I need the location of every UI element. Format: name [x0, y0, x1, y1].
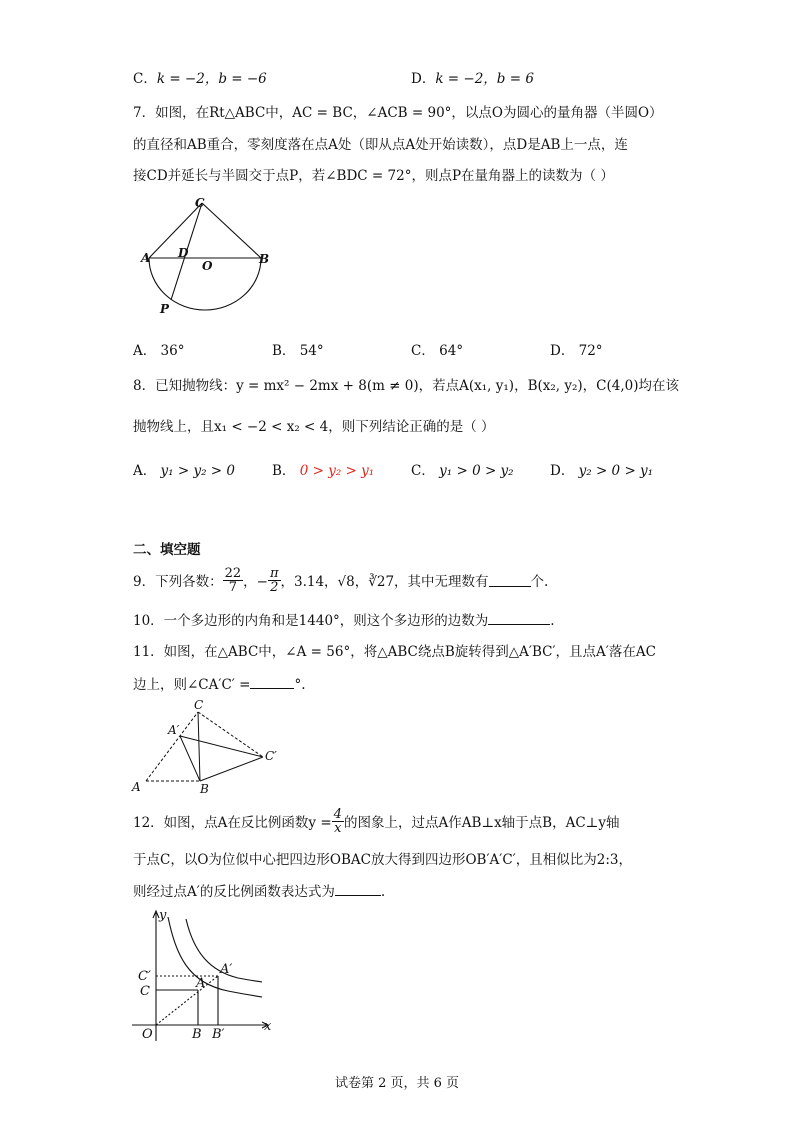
q12-line-1: 12．如图，点A在反比例函数y = $\frac{4}{x}$ 的图象上，过点A作AB⊥x轴于点B，AC⊥y轴 [133, 806, 620, 836]
label-a: A [132, 780, 141, 794]
q11-line-2: 边上，则∠CA′C′ = °. [133, 677, 306, 693]
label-x: x [264, 1019, 272, 1034]
label-p: P [160, 302, 170, 316]
q7-line-3: 接CD并延长与半圆交于点P，若∠BDC = 72°，则点P在量角器上的读数为（ ） [133, 168, 614, 184]
q7-option-d: D． 72° [550, 343, 603, 359]
q12-fraction-4-x: $\frac{4}{x}$ [333, 806, 342, 836]
label-a-prime: A′ [168, 723, 180, 737]
q12-line-3: 则经过点A′的反比例函数表达式为 . [133, 884, 386, 900]
q8-line-1: 8．已知抛物线：y = mx² − 2mx + 8(m ≠ 0)，若点A(x₁, y₁)，B(x₂, y₂)，C(4,0)均在该 [133, 378, 679, 394]
label-a: A [141, 251, 151, 265]
q7-option-b: B． 54° [272, 343, 324, 359]
q9-fraction-pi-2: $\frac{\pi}{2}$ [269, 565, 279, 595]
section-title: 二、填空题 [133, 542, 201, 558]
label-y: y [159, 908, 167, 923]
label-o: O [142, 1027, 153, 1042]
segment-bc [202, 203, 261, 258]
segment-a1c1 [180, 736, 263, 757]
label-c: C [195, 196, 205, 210]
curve-y-4-over-x [168, 917, 262, 997]
segment-cb [198, 712, 200, 781]
q8-option-c: C． y₁ > 0 > y₂ [411, 463, 514, 479]
segment-bc1 [200, 757, 263, 781]
page-footer: 试卷第 2 页，共 6 页 [334, 1076, 460, 1091]
segment-a1b [180, 736, 200, 781]
segment-ac [149, 203, 202, 258]
q12-figure [128, 905, 278, 1045]
label-b: B [192, 1027, 202, 1042]
label-c: C [140, 984, 150, 999]
q9-line: 9．下列各数： $\frac{22}{7}$ ，− $\frac{\pi}{2}$ ，3.14，√8，∛27，其中无理数有 个. [133, 565, 549, 595]
segment-cc1 [198, 712, 263, 757]
label-o: O [202, 259, 213, 273]
q10-answer-blank [488, 612, 550, 625]
q9-fraction-22-7: $\frac{22}{7}$ [224, 565, 242, 595]
q10-line: 10．一个多边形的内角和是1440°，则这个多边形的边数为 . [133, 613, 555, 629]
label-b: B [259, 252, 270, 266]
q12-line-2: 于点C，以O为位似中心把四边形OBAC放大得到四边形OB′A′C′，且相似比为2:3， [133, 852, 632, 868]
q8-option-b: B． 0 > y₂ > y₁ [272, 463, 375, 479]
q8-line-2: 抛物线上，且x₁ < −2 < x₂ < 4，则下列结论正确的是（ ） [133, 419, 495, 435]
q7-option-a: A． 36° [133, 343, 185, 359]
q9-answer-blank [489, 574, 531, 587]
q11-answer-blank [250, 676, 294, 689]
q7-option-c: C． 64° [411, 343, 464, 359]
q11-line-1: 11．如图，在△ABC中，∠A = 56°，将△ABC绕点B旋转得到△A′BC′，且点A′落在AC [133, 644, 656, 660]
q7-figure [140, 195, 275, 320]
label-c-prime: C′ [138, 969, 151, 984]
label-b: B [200, 782, 209, 796]
label-a: A [196, 976, 206, 991]
label-a-prime: A′ [220, 962, 233, 977]
q8-option-a: A． y₁ > y₂ > 0 [133, 463, 236, 479]
label-d: D [178, 246, 189, 260]
segment-oa1 [156, 976, 218, 1025]
q7-line-2: 的直径和AB重合，零刻度落在点A处（即从点A处开始读数），点D是AB上一点，连 [133, 137, 628, 153]
q8-option-d: D． y₂ > 0 > y₁ [550, 463, 654, 479]
q7-line-1: 7．如图，在Rt△ABC中，AC = BC，∠ACB = 90°，以点O为圆心的量角器（半圆O） [133, 105, 663, 121]
q6-option-d: D．k = −2，b = 6 [411, 71, 534, 87]
q6-option-c: C．k = −2，b = −6 [133, 71, 267, 87]
q11-figure [130, 698, 290, 798]
label-b-prime: B′ [212, 1027, 225, 1042]
q12-answer-blank [335, 883, 381, 896]
label-c: C [194, 698, 204, 712]
label-c-prime: C′ [265, 749, 277, 763]
